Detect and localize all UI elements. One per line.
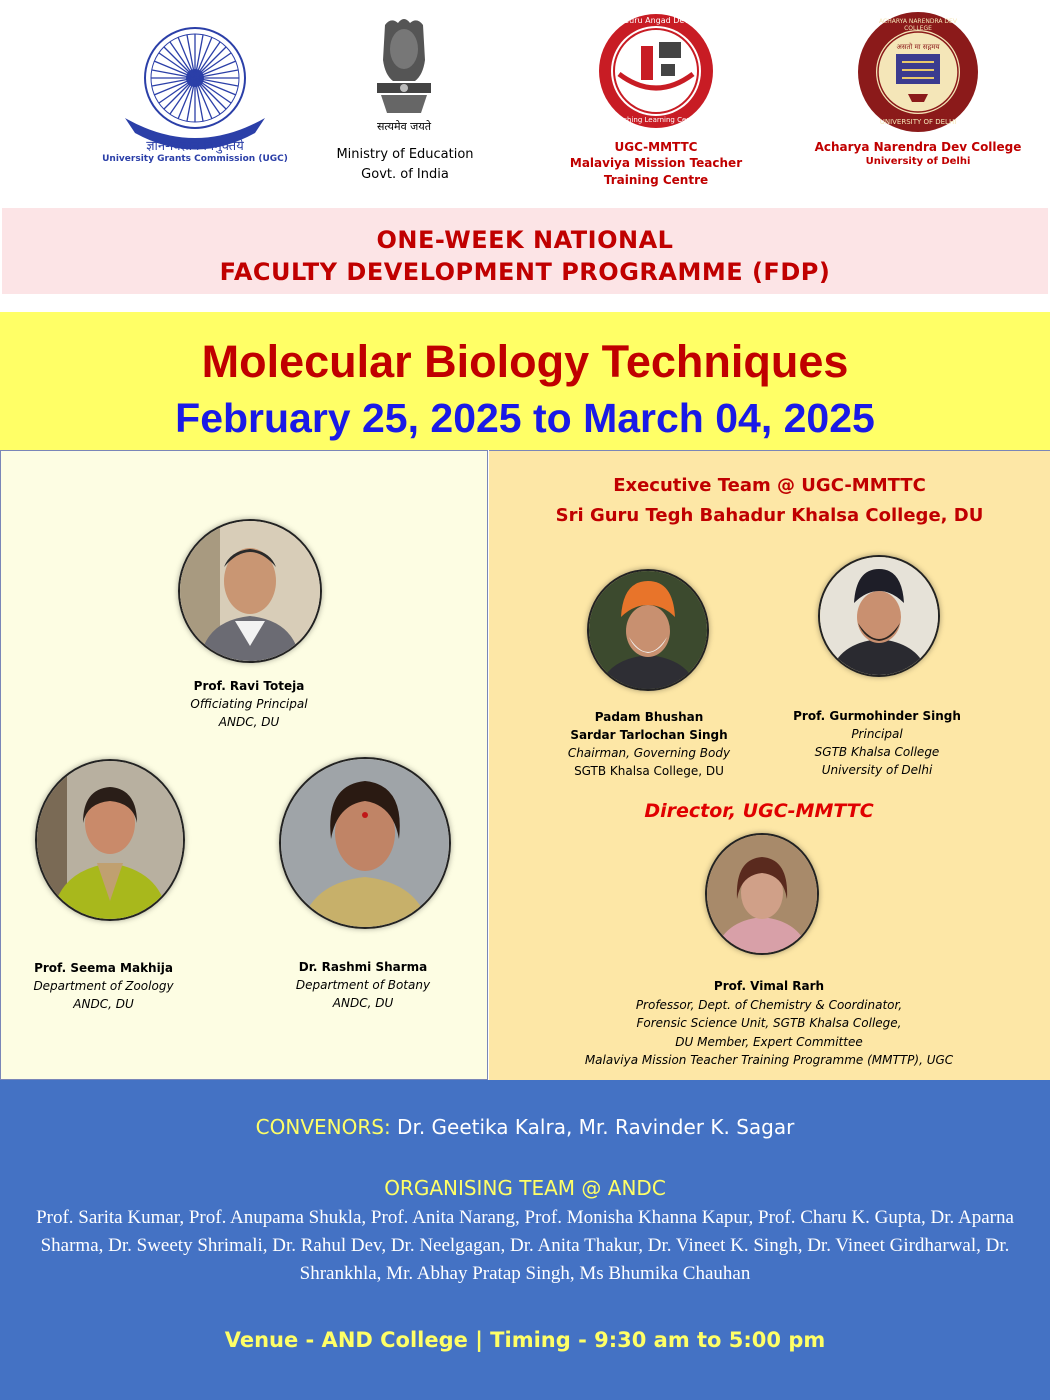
fdp-line-2: FACULTY DEVELOPMENT PROGRAMME (FDP): [219, 258, 831, 286]
andc-ring-bottom: UNIVERSITY OF DELHI: [879, 118, 957, 126]
andc-ring-top: ACHARYA NARENDRA DEV COLLEGE: [879, 18, 957, 32]
venue-timing: Venue - AND College | Timing - 9:30 am to 5:00 pm: [224, 1328, 826, 1352]
andc-speakers-panel: [0, 450, 488, 1080]
vimal-rarh-card: [509, 977, 1029, 1070]
person-affiliation: SGTB Khalsa College: [814, 745, 940, 759]
title-banner: [0, 312, 1050, 450]
person-role: Professor, Dept. of Chemistry & Coordinator,: [635, 997, 903, 1012]
person-title: Padam Bhushan: [594, 710, 704, 724]
vimal-rarh-photo: [705, 833, 819, 955]
rashmi-sharma-card: [233, 958, 493, 1012]
person-programme: Malaviya Mission Teacher Training Programme (MMTTP), UGC: [584, 1053, 954, 1067]
executive-team-panel: [489, 450, 1050, 1080]
andc-college-logo: [856, 10, 980, 134]
convenors-label: CONVENORS:: [255, 1115, 391, 1139]
person-affiliation: SGTB Khalsa College, DU: [574, 764, 724, 778]
fdp-line-1: ONE-WEEK NATIONAL: [376, 226, 674, 254]
mmttc-caption-2: Malaviya Mission Teacher: [569, 156, 743, 170]
person-name: Sardar Tarlochan Singh: [570, 728, 728, 742]
ggt-seal-icon: [597, 12, 715, 130]
ggt-ring-top: Guru Angad Dev: [622, 16, 690, 25]
organising-team-members: Prof. Sarita Kumar, Prof. Anupama Shukla, Prof. Anita Narang, Prof. Monisha Khanna Kapur, Prof. Charu K. Gupta, Dr. Aparna Sharma, Dr. Sweety Shrimali, Dr. Rahul Dev, Dr. Neelgagan, Dr. Anita Thakur, Dr. Vineet K. Singh, Dr. Vineet Girdharwal, Dr. Shrankhla, Mr. Abhay Pratap Singh, Ms Bhumika Chauhan: [36, 1207, 1014, 1284]
seema-makhija-photo: [35, 759, 185, 921]
ravi-toteja-photo: [178, 519, 322, 663]
person-role: Officiating Principal: [190, 697, 308, 711]
person-name: Prof. Gurmohinder Singh: [793, 709, 961, 723]
tarlochan-singh-photo: [587, 569, 709, 691]
mmttc-caption-1: UGC-MMTTC: [614, 140, 698, 154]
rashmi-sharma-photo: [279, 757, 451, 929]
ministry-caption-1: Ministry of Education: [336, 147, 474, 162]
person-unit: Forensic Science Unit, SGTB Khalsa College,: [636, 1016, 902, 1030]
director-heading: Director, UGC-MMTTC: [644, 800, 874, 822]
andc-motto: असतो मा सद्गमय: [896, 43, 940, 51]
person-name: Prof. Seema Makhija: [34, 961, 173, 975]
programme-dates: February 25, 2025 to March 04, 2025: [175, 395, 875, 441]
ggt-ring-bottom: Teaching Learning Centre: [611, 116, 701, 124]
tarlochan-singh-card: [529, 708, 769, 780]
gurmohinder-singh-photo: [818, 555, 940, 677]
gurmohinder-singh-card: [752, 707, 1002, 779]
organising-panel: [0, 1080, 1050, 1400]
person-role: Principal: [851, 727, 903, 741]
person-affiliation: ANDC, DU: [218, 715, 280, 729]
executive-heading: Executive Team @ UGC-MMTTC: [613, 475, 926, 496]
convenors-names: Dr. Geetika Kalra, Mr. Ravinder K. Sagar: [390, 1115, 795, 1139]
person-affiliation: ANDC, DU: [73, 997, 134, 1011]
ggt-teaching-centre-logo: [597, 12, 715, 130]
lion-capital-icon: [365, 15, 443, 120]
programme-title: Molecular Biology Techniques: [201, 336, 849, 387]
ugc-logo: [102, 18, 288, 168]
convenors-line: [0, 1115, 1050, 1139]
person-role: Department of Botany: [295, 978, 431, 992]
person-role: Department of Zoology: [33, 979, 174, 993]
ugc-english-text: University Grants Commission (UGC): [102, 154, 288, 164]
seema-makhija-card: [1, 959, 206, 1013]
ministry-caption-2: Govt. of India: [361, 167, 449, 182]
person-affiliation: ANDC, DU: [332, 996, 394, 1010]
organising-team-heading: ORGANISING TEAM @ ANDC: [384, 1176, 666, 1200]
ravi-toteja-card: [109, 677, 389, 731]
person-name: Prof. Vimal Rarh: [713, 979, 825, 993]
emblem-motto: सत्यमेव जयते: [376, 120, 431, 133]
fdp-banner: [2, 208, 1048, 294]
andc-caption-2: University of Delhi: [865, 156, 971, 167]
person-name: Dr. Rashmi Sharma: [298, 960, 428, 974]
person-name: Prof. Ravi Toteja: [193, 679, 305, 693]
national-emblem: [365, 15, 443, 135]
person-university: University of Delhi: [821, 763, 933, 777]
mmttc-caption-3: Training Centre: [603, 173, 709, 187]
andc-caption-1: Acharya Narendra Dev College: [814, 140, 1022, 154]
ugc-hindi-text: ज्ञान-विज्ञान विमुक्तये: [146, 139, 244, 154]
person-committee: DU Member, Expert Committee: [675, 1034, 863, 1049]
executive-college: Sri Guru Tegh Bahadur Khalsa College, DU: [555, 505, 984, 526]
person-role: Chairman, Governing Body: [567, 746, 731, 760]
